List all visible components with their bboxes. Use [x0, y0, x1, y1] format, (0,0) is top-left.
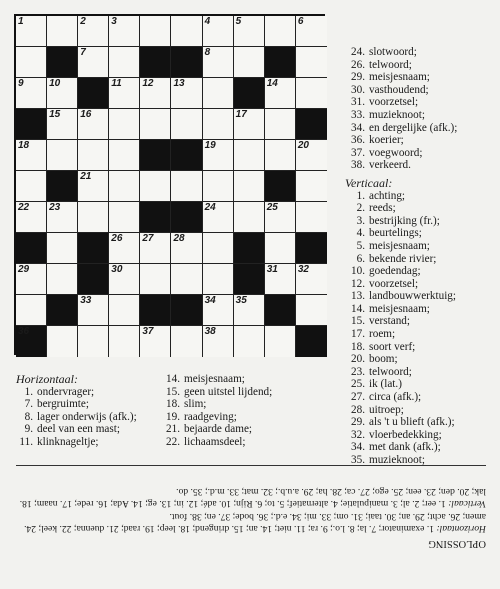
black-square [47, 295, 78, 326]
clue-item [160, 436, 272, 449]
clue-item [345, 391, 457, 404]
clue-item-text: roem; [369, 328, 396, 341]
clue-number: 32 [297, 264, 309, 275]
clue-item [16, 398, 137, 411]
clue-item-number: 28. [351, 403, 365, 416]
grid-cell[interactable] [296, 171, 327, 202]
clue-item-number: 27. [351, 391, 365, 404]
clue-item [345, 366, 457, 379]
grid-cell[interactable] [203, 140, 234, 171]
clue-item [160, 398, 272, 411]
divider-line [16, 465, 486, 466]
clue-item [160, 386, 272, 399]
black-square [265, 295, 296, 326]
black-square [140, 47, 171, 78]
clue-item-number: 12. [351, 277, 365, 290]
grid-cell[interactable] [140, 16, 171, 47]
solution-vertical [14, 485, 486, 509]
clue-item-text: goedendag; [369, 265, 421, 278]
grid-cell[interactable] [265, 140, 296, 171]
clue-item-text: verstand; [369, 315, 411, 328]
grid-cell[interactable] [203, 233, 234, 264]
grid-cell[interactable] [296, 295, 327, 326]
black-square [140, 202, 171, 233]
clue-item-number: 25. [351, 378, 365, 391]
clue-item-text: deel van een mast; [37, 423, 120, 436]
grid-cell[interactable] [203, 78, 234, 109]
clue-number: 2 [80, 16, 86, 27]
grid-cell[interactable] [47, 140, 78, 171]
grid-cell[interactable] [171, 171, 202, 202]
clue-item [345, 353, 457, 366]
grid-cell[interactable] [16, 78, 47, 109]
horizontal-heading: Horizontaal: [16, 372, 79, 386]
clue-item-number: 24. [351, 46, 365, 58]
grid-cell[interactable] [109, 326, 140, 357]
clue-item-number: 1. [356, 189, 365, 202]
clue-number: 15 [49, 109, 61, 120]
horizontal-clues-left [16, 373, 137, 449]
black-square [265, 47, 296, 78]
grid-cell[interactable] [203, 202, 234, 233]
grid-cell[interactable] [296, 16, 327, 47]
clue-item-number: 5. [356, 239, 365, 252]
grid-cell[interactable] [109, 140, 140, 171]
grid-cell[interactable] [109, 264, 140, 295]
clue-item-text: raadgeving; [184, 410, 237, 423]
clue-item-text: muzieknoot; [369, 108, 425, 121]
clue-item-text: met dank (afk.); [369, 441, 441, 454]
clue-item-text: als 't u blieft (afk.); [369, 416, 455, 429]
clue-item [345, 290, 457, 303]
clue-item [345, 134, 457, 147]
grid-cell[interactable] [296, 47, 327, 78]
grid-cell[interactable] [16, 264, 47, 295]
clue-item-text: lichaamsdeel; [184, 435, 246, 448]
grid-cell[interactable] [171, 233, 202, 264]
clue-number: 27 [142, 233, 154, 244]
clue-item-number: 30. [351, 83, 365, 96]
clue-item-text: landbouwwerktuig; [369, 290, 456, 303]
clue-item-number: 20. [351, 353, 365, 366]
black-square [171, 202, 202, 233]
black-square [296, 233, 327, 264]
grid-cell[interactable] [47, 233, 78, 264]
clue-item-number: 6. [356, 252, 365, 265]
clue-item-number: 17. [351, 328, 365, 341]
clue-item-text: en dergelijke (afk.); [369, 121, 458, 134]
clue-number: 36 [18, 326, 30, 337]
black-square [47, 47, 78, 78]
clue-number: 8 [204, 47, 211, 58]
clue-item [345, 378, 457, 391]
clue-item [160, 411, 272, 424]
clue-item-text: uitroep; [369, 403, 404, 416]
clue-item-text: ondervrager; [37, 385, 95, 398]
clue-item [345, 253, 457, 266]
clue-number: 3 [111, 16, 117, 27]
grid-cell[interactable] [171, 16, 202, 47]
clue-item-number: 3. [356, 214, 365, 227]
clue-number: 37 [142, 326, 154, 337]
clue-item-number: 15. [351, 315, 365, 328]
clue-number: 17 [235, 109, 247, 120]
grid-cell[interactable] [78, 47, 109, 78]
clue-item-text: voorzetsel; [369, 96, 419, 109]
grid-cell[interactable] [171, 264, 202, 295]
clue-item [345, 328, 457, 341]
grid-cell[interactable] [296, 264, 327, 295]
clue-item [345, 71, 457, 84]
grid-cell[interactable] [265, 16, 296, 47]
clue-number: 24 [204, 202, 216, 213]
clue-item [345, 278, 457, 291]
grid-cell[interactable] [109, 47, 140, 78]
grid-cell[interactable] [16, 295, 47, 326]
clue-item-text: geen uitstel lijdend; [184, 385, 273, 398]
grid-cell[interactable] [16, 171, 47, 202]
solution-vertical-label: Verticaal: [448, 498, 486, 510]
horizontal-clues-continued [345, 46, 457, 172]
grid-cell[interactable] [109, 295, 140, 326]
grid-cell[interactable] [203, 295, 234, 326]
clue-item-text: vloerbedekking; [369, 428, 442, 441]
clue-item-text: meisjesnaam; [369, 239, 430, 252]
grid-cell[interactable] [140, 326, 171, 357]
clue-number: 13 [173, 78, 185, 89]
clue-item-number: 14. [166, 373, 180, 385]
grid-cell[interactable] [296, 78, 327, 109]
grid-cell[interactable] [234, 47, 265, 78]
clue-number: 7 [80, 47, 86, 58]
horizontal-list-left [16, 386, 137, 449]
grid-cell[interactable] [78, 326, 109, 357]
clue-item-text: circa (afk.); [369, 391, 422, 404]
grid-cell[interactable] [265, 202, 296, 233]
grid-cell[interactable] [140, 233, 171, 264]
clue-item [345, 190, 457, 203]
black-square [16, 326, 47, 357]
clue-item [345, 227, 457, 240]
clue-item-number: 7. [24, 398, 33, 411]
clue-item [345, 416, 457, 429]
clue-item-text: voorzetsel; [369, 277, 419, 290]
grid-cell[interactable] [16, 140, 47, 171]
black-square [234, 264, 265, 295]
grid-cell[interactable] [234, 140, 265, 171]
black-square [171, 47, 202, 78]
grid-cell[interactable] [78, 16, 109, 47]
black-square [171, 140, 202, 171]
grid-cell[interactable] [140, 264, 171, 295]
clue-item-number: 14. [351, 302, 365, 315]
grid-cell[interactable] [234, 171, 265, 202]
clue-item-text: bejaarde dame; [184, 423, 253, 436]
clue-item [345, 441, 457, 454]
clue-item [16, 423, 137, 436]
black-square [16, 109, 47, 140]
grid-cell[interactable] [203, 16, 234, 47]
grid-cell[interactable] [109, 78, 140, 109]
grid-cell[interactable] [47, 16, 78, 47]
clue-item [345, 265, 457, 278]
clue-number: 26 [111, 233, 123, 244]
grid-cell[interactable] [47, 109, 78, 140]
clue-item [345, 315, 457, 328]
clue-item-number: 9. [24, 423, 33, 436]
clue-item-number: 21. [166, 423, 180, 436]
clue-item-number: 34. [351, 121, 365, 134]
clue-number: 23 [49, 202, 61, 213]
clue-item-number: 31. [351, 96, 365, 109]
clue-item-number: 38. [351, 159, 365, 172]
clue-item-number: 22. [166, 435, 180, 448]
clue-item-number: 33. [351, 108, 365, 121]
horizontal-list-middle [160, 373, 272, 449]
clue-number: 19 [204, 140, 216, 151]
clue-item [345, 159, 457, 172]
grid-cell[interactable] [171, 78, 202, 109]
grid-cell[interactable] [16, 47, 47, 78]
clue-item-text: koerier; [369, 134, 404, 147]
grid-cell[interactable] [109, 233, 140, 264]
clue-number: 9 [18, 78, 24, 89]
clue-item [345, 84, 457, 97]
clue-item-text: muzieknoot; [369, 454, 425, 466]
clue-item [345, 109, 457, 122]
clue-number: 21 [80, 171, 92, 182]
horizontal-clues-middle [160, 373, 272, 449]
solution-horizontal-label: Horizontaal: [436, 522, 486, 534]
clue-item-number: 35. [351, 454, 365, 466]
clue-item-text: voegwoord; [369, 146, 423, 159]
clue-number: 16 [80, 109, 92, 120]
clue-item-number: 10. [351, 265, 365, 278]
grid-cell[interactable] [296, 202, 327, 233]
clue-item-text: soort verf; [369, 340, 416, 353]
grid-cell[interactable] [171, 109, 202, 140]
clue-item [345, 147, 457, 160]
clue-number: 18 [18, 140, 30, 151]
grid-cell[interactable] [234, 295, 265, 326]
grid-cell[interactable] [140, 109, 171, 140]
clue-number: 31 [266, 264, 278, 275]
clue-item [345, 215, 457, 228]
clue-item-text: reeds; [369, 202, 396, 215]
clue-item-text: klinknageltje; [37, 435, 99, 448]
black-square [296, 326, 327, 357]
clue-item-text: slim; [184, 398, 207, 411]
grid-cell[interactable] [203, 47, 234, 78]
grid-cell[interactable] [265, 326, 296, 357]
clue-item-number: 29. [351, 71, 365, 84]
black-square [265, 171, 296, 202]
grid-cell[interactable] [78, 140, 109, 171]
crossword-grid [14, 14, 325, 355]
clue-item-number: 36. [351, 134, 365, 147]
clue-number: 20 [297, 140, 309, 151]
clue-number: 12 [142, 78, 154, 89]
clue-item-number: 34. [351, 441, 365, 454]
clue-item [345, 341, 457, 354]
grid-cell[interactable] [47, 78, 78, 109]
clue-number: 29 [18, 264, 30, 275]
black-square [140, 295, 171, 326]
clue-item-number: 2. [356, 202, 365, 215]
grid-cell[interactable] [203, 171, 234, 202]
clue-number: 22 [18, 202, 30, 213]
clue-item-text: telwoord; [369, 365, 412, 378]
clue-item-text: meisjesnaam; [369, 302, 430, 315]
grid-cell[interactable] [203, 264, 234, 295]
grid-cell[interactable] [234, 16, 265, 47]
grid-cell[interactable] [109, 171, 140, 202]
black-square [234, 233, 265, 264]
grid-cell[interactable] [203, 326, 234, 357]
black-square [16, 233, 47, 264]
grid-cell[interactable] [78, 171, 109, 202]
clue-number: 1 [18, 16, 24, 27]
grid-cell[interactable] [265, 78, 296, 109]
clue-item [16, 386, 137, 399]
clue-item-text: bestrijking (fr.); [369, 214, 440, 227]
grid-cell[interactable] [171, 326, 202, 357]
black-square [140, 140, 171, 171]
vertical-heading: Verticaal: [345, 175, 393, 190]
clue-item [345, 46, 457, 59]
clue-number: 30 [111, 264, 123, 275]
grid-cell[interactable] [265, 264, 296, 295]
clue-item-text: beurtelings; [369, 227, 422, 240]
black-square [234, 78, 265, 109]
clue-item-text: achting; [369, 189, 406, 202]
black-square [78, 233, 109, 264]
clue-item [345, 96, 457, 109]
clue-item-text: telwoord; [369, 58, 412, 71]
clue-item [345, 122, 457, 135]
clue-item [345, 202, 457, 215]
black-square [296, 109, 327, 140]
grid-cell[interactable] [78, 202, 109, 233]
clue-item-number: 19. [166, 410, 180, 423]
grid-cell[interactable] [109, 202, 140, 233]
clue-item-number: 11. [19, 435, 33, 448]
clue-item-text: bergruimte; [37, 398, 89, 411]
grid-cell[interactable] [47, 326, 78, 357]
clue-item-text: vasthoudend; [369, 83, 429, 96]
clue-item-text: meisjesnaam; [369, 71, 430, 84]
clue-item-number: 8. [24, 410, 33, 423]
grid-cell[interactable] [16, 16, 47, 47]
clue-item [345, 59, 457, 72]
grid-cell[interactable] [203, 109, 234, 140]
grid-cell[interactable] [265, 109, 296, 140]
clue-item-number: 4. [356, 227, 365, 240]
grid-cell[interactable] [296, 140, 327, 171]
grid-cell[interactable] [78, 109, 109, 140]
clue-item-number: 18. [351, 340, 365, 353]
black-square [78, 264, 109, 295]
solution-vertical-text: 1. eer; 2. al; 3. manipulatie; 4. alternatief; 5. to; 6. Rijn; 10. adé; 12. in; 13. eg; 14. Ada; 16. rede; 17. naam; 18. lak; 20. den; 23. een; 25. ego; 27. ca; 28. ha; 29. a.u.b.; 32. mat; 33. m.d.; 35. do. [19, 486, 486, 510]
grid-cell[interactable] [234, 202, 265, 233]
vertical-clues [345, 190, 457, 467]
clue-item-number: 29. [351, 416, 365, 429]
black-square [78, 78, 109, 109]
solution-block-upside-down [14, 485, 486, 549]
solution-horizontal [14, 509, 486, 533]
clue-item [160, 373, 272, 386]
clue-item-text: verkeerd. [369, 159, 411, 172]
clue-item-number: 13. [351, 290, 365, 303]
clue-number: 28 [173, 233, 185, 244]
clue-item [345, 240, 457, 253]
clue-item-text: meisjesnaam; [184, 373, 245, 385]
grid-cell[interactable] [140, 78, 171, 109]
grid-cell[interactable] [265, 233, 296, 264]
clue-item-number: 37. [351, 146, 365, 159]
clue-number: 25 [266, 202, 278, 213]
grid-cell[interactable] [16, 202, 47, 233]
clue-number: 38 [204, 326, 216, 337]
grid-cell[interactable] [47, 202, 78, 233]
clue-number: 4 [204, 16, 211, 27]
solution-horizontal-text: 1. examinator; 7. la; 8. l.o.; 9. ra; 11. niet; 14. an; 15. dringend; 18. leep; 19. raad; 21. duenna; 22. keel; 24. amen; 26. acht; 29. an; 30. taai; 31. om; 33. mi; 34. e.d.; 36. bode; 37. en; 38. fout. [24, 510, 486, 534]
clue-number: 35 [235, 295, 247, 306]
clue-item-text: ik (lat.) [369, 378, 402, 391]
clue-number: 14 [266, 78, 278, 89]
grid-cell[interactable] [78, 295, 109, 326]
black-square [171, 295, 202, 326]
right-clue-column [345, 46, 457, 467]
clue-item [16, 411, 137, 424]
clue-item-number: 1. [24, 385, 33, 398]
clue-item [345, 404, 457, 417]
clue-item-number: 15. [166, 385, 180, 398]
clue-item-text: lager onderwijs (afk.); [37, 410, 137, 423]
grid-cell[interactable] [234, 326, 265, 357]
clue-number: 11 [111, 78, 122, 89]
clue-item-text: slotwoord; [369, 46, 417, 58]
grid-cell[interactable] [109, 109, 140, 140]
clue-number: 5 [235, 16, 242, 27]
clue-item-text: boom; [369, 353, 398, 366]
clue-item-number: 32. [351, 428, 365, 441]
clue-number: 10 [49, 78, 61, 89]
clue-number: 33 [80, 295, 92, 306]
clue-item-number: 26. [351, 58, 365, 71]
grid-cell[interactable] [234, 109, 265, 140]
clue-item [345, 429, 457, 442]
clue-number: 34 [204, 295, 216, 306]
clue-item-number: 18. [166, 398, 180, 411]
clue-item [160, 423, 272, 436]
clue-item [16, 436, 137, 449]
grid-cell[interactable] [47, 264, 78, 295]
clue-number: 6 [297, 16, 304, 27]
clue-item [345, 303, 457, 316]
black-square [47, 171, 78, 202]
solution-title: OPLOSSING [428, 538, 486, 550]
grid-cell[interactable] [109, 16, 140, 47]
grid-cell[interactable] [140, 171, 171, 202]
clue-item-text: bekende rivier; [369, 252, 437, 265]
clue-item-number: 23. [351, 365, 365, 378]
